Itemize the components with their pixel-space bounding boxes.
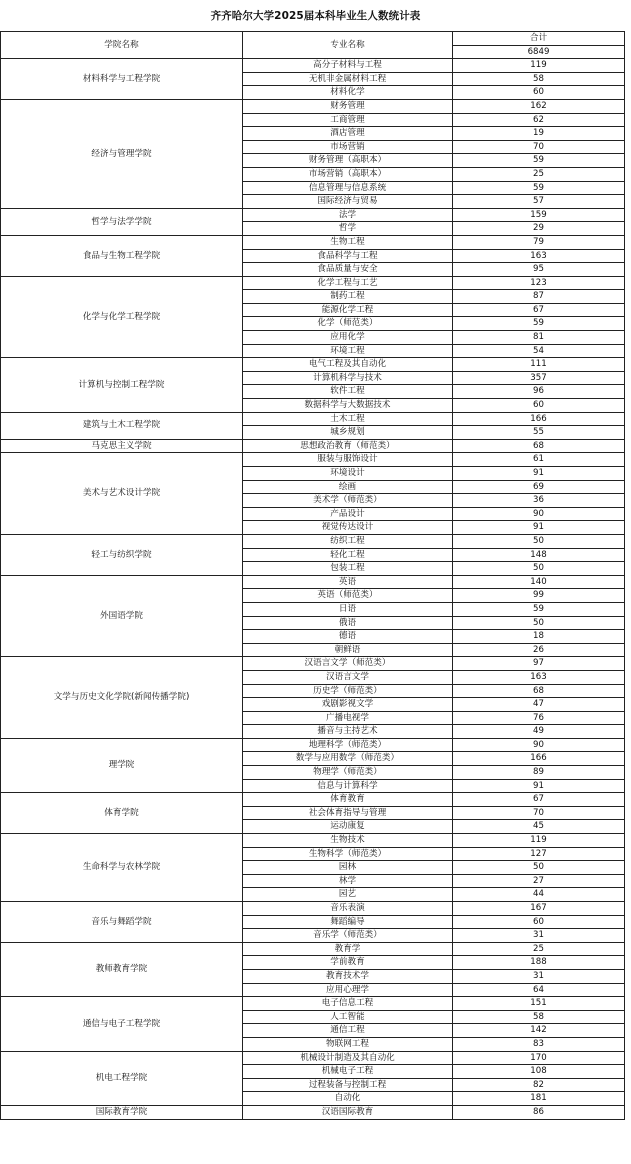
graduate-count-cell: 167	[453, 902, 625, 916]
graduate-count-cell: 18	[453, 630, 625, 644]
major-name-cell: 法学	[243, 208, 453, 222]
graduate-count-cell: 19	[453, 127, 625, 141]
table-row	[1, 412, 625, 426]
college-name-cell: 经济与管理学院	[1, 99, 243, 208]
major-name-cell: 环境工程	[243, 344, 453, 358]
major-name-cell: 财务管理	[243, 99, 453, 113]
table-row	[1, 1105, 625, 1119]
graduate-count-cell: 50	[453, 616, 625, 630]
graduate-count-cell: 163	[453, 249, 625, 263]
header-major: 专业名称	[243, 32, 453, 59]
table-row	[1, 738, 625, 752]
graduate-count-cell: 64	[453, 983, 625, 997]
graduate-count-cell: 67	[453, 793, 625, 807]
graduate-count-cell: 60	[453, 86, 625, 100]
graduate-count-cell: 163	[453, 670, 625, 684]
graduate-count-cell: 60	[453, 399, 625, 413]
college-name-cell: 理学院	[1, 738, 243, 792]
header-total-label: 合计	[453, 32, 625, 46]
major-name-cell: 无机非金属材料工程	[243, 72, 453, 86]
college-name-cell: 教师教育学院	[1, 942, 243, 996]
major-name-cell: 园林	[243, 861, 453, 875]
table-row	[1, 358, 625, 372]
graduate-count-cell: 142	[453, 1024, 625, 1038]
major-name-cell: 财务管理（高职本）	[243, 154, 453, 168]
major-name-cell: 朝鲜语	[243, 643, 453, 657]
table-row	[1, 834, 625, 848]
major-name-cell: 轻化工程	[243, 548, 453, 562]
college-name-cell: 材料科学与工程学院	[1, 59, 243, 100]
table-row	[1, 575, 625, 589]
graduate-count-cell: 181	[453, 1092, 625, 1106]
major-name-cell: 舞蹈编导	[243, 915, 453, 929]
table-row	[1, 235, 625, 249]
major-name-cell: 工商管理	[243, 113, 453, 127]
college-name-cell: 美术与艺术设计学院	[1, 453, 243, 535]
major-name-cell: 数学与应用数学（师范类）	[243, 752, 453, 766]
graduate-count-cell: 55	[453, 426, 625, 440]
major-name-cell: 人工智能	[243, 1010, 453, 1024]
major-name-cell: 地理科学（师范类）	[243, 738, 453, 752]
major-name-cell: 化学（师范类）	[243, 317, 453, 331]
graduate-count-cell: 159	[453, 208, 625, 222]
graduate-count-cell: 47	[453, 698, 625, 712]
major-name-cell: 音乐表演	[243, 902, 453, 916]
graduate-count-cell: 119	[453, 59, 625, 73]
graduate-count-cell: 91	[453, 467, 625, 481]
graduate-count-cell: 91	[453, 521, 625, 535]
major-name-cell: 纺织工程	[243, 534, 453, 548]
graduate-count-cell: 68	[453, 439, 625, 453]
table-row	[1, 902, 625, 916]
graduate-count-cell: 162	[453, 99, 625, 113]
major-name-cell: 环境设计	[243, 467, 453, 481]
graduate-count-cell: 36	[453, 494, 625, 508]
graduate-count-cell: 111	[453, 358, 625, 372]
major-name-cell: 林学	[243, 874, 453, 888]
major-name-cell: 音乐学（师范类）	[243, 929, 453, 943]
major-name-cell: 自动化	[243, 1092, 453, 1106]
graduate-count-cell: 29	[453, 222, 625, 236]
graduate-count-cell: 97	[453, 657, 625, 671]
major-name-cell: 信息与计算科学	[243, 779, 453, 793]
major-name-cell: 国际经济与贸易	[243, 195, 453, 209]
college-name-cell: 外国语学院	[1, 575, 243, 657]
major-name-cell: 运动康复	[243, 820, 453, 834]
major-name-cell: 德语	[243, 630, 453, 644]
major-name-cell: 机械电子工程	[243, 1065, 453, 1079]
table-row	[1, 942, 625, 956]
major-name-cell: 思想政治教育（师范类）	[243, 439, 453, 453]
college-name-cell: 计算机与控制工程学院	[1, 358, 243, 412]
major-name-cell: 生物技术	[243, 834, 453, 848]
graduate-count-cell: 99	[453, 589, 625, 603]
major-name-cell: 英语（师范类）	[243, 589, 453, 603]
major-name-cell: 广播电视学	[243, 711, 453, 725]
graduate-count-cell: 58	[453, 72, 625, 86]
major-name-cell: 绘画	[243, 480, 453, 494]
major-name-cell: 酒店管理	[243, 127, 453, 141]
graduate-count-cell: 188	[453, 956, 625, 970]
graduate-count-cell: 86	[453, 1105, 625, 1119]
major-name-cell: 软件工程	[243, 385, 453, 399]
graduate-count-cell: 127	[453, 847, 625, 861]
major-name-cell: 俄语	[243, 616, 453, 630]
major-name-cell: 哲学	[243, 222, 453, 236]
major-name-cell: 电气工程及其自动化	[243, 358, 453, 372]
table-title: 齐齐哈尔大学2025届本科毕业生人数统计表	[210, 10, 421, 22]
major-name-cell: 播音与主持艺术	[243, 725, 453, 739]
table-row	[1, 276, 625, 290]
graduate-count-cell: 79	[453, 235, 625, 249]
graduate-count-cell: 58	[453, 1010, 625, 1024]
major-name-cell: 美术学（师范类）	[243, 494, 453, 508]
graduate-count-cell: 45	[453, 820, 625, 834]
graduate-count-cell: 95	[453, 263, 625, 277]
graduate-statistics-table	[0, 31, 625, 1120]
major-name-cell: 学前教育	[243, 956, 453, 970]
major-name-cell: 过程装备与控制工程	[243, 1078, 453, 1092]
graduate-count-cell: 31	[453, 969, 625, 983]
major-name-cell: 电子信息工程	[243, 997, 453, 1011]
college-name-cell: 体育学院	[1, 793, 243, 834]
graduate-count-cell: 57	[453, 195, 625, 209]
major-name-cell: 服装与服饰设计	[243, 453, 453, 467]
major-name-cell: 城乡规划	[243, 426, 453, 440]
table-row	[1, 208, 625, 222]
college-name-cell: 哲学与法学学院	[1, 208, 243, 235]
major-name-cell: 高分子材料与工程	[243, 59, 453, 73]
graduate-count-cell: 357	[453, 371, 625, 385]
graduate-count-cell: 62	[453, 113, 625, 127]
major-name-cell: 机械设计制造及其自动化	[243, 1051, 453, 1065]
graduate-count-cell: 59	[453, 181, 625, 195]
major-name-cell: 日语	[243, 602, 453, 616]
major-name-cell: 能源化学工程	[243, 303, 453, 317]
graduate-count-cell: 25	[453, 942, 625, 956]
major-name-cell: 物联网工程	[243, 1037, 453, 1051]
graduate-count-cell: 61	[453, 453, 625, 467]
major-name-cell: 食品质量与安全	[243, 263, 453, 277]
college-name-cell: 通信与电子工程学院	[1, 997, 243, 1051]
major-name-cell: 社会体育指导与管理	[243, 806, 453, 820]
graduate-count-cell: 140	[453, 575, 625, 589]
college-name-cell: 机电工程学院	[1, 1051, 243, 1105]
table-row	[1, 793, 625, 807]
major-name-cell: 汉语言文学	[243, 670, 453, 684]
major-name-cell: 汉语国际教育	[243, 1105, 453, 1119]
major-name-cell: 计算机科学与技术	[243, 371, 453, 385]
table-row	[1, 534, 625, 548]
major-name-cell: 土木工程	[243, 412, 453, 426]
table-row	[1, 1051, 625, 1065]
major-name-cell: 历史学（师范类）	[243, 684, 453, 698]
graduate-count-cell: 81	[453, 331, 625, 345]
header-row	[1, 32, 625, 46]
graduate-count-cell: 26	[453, 643, 625, 657]
graduate-count-cell: 123	[453, 276, 625, 290]
graduate-count-cell: 166	[453, 412, 625, 426]
graduate-count-cell: 170	[453, 1051, 625, 1065]
college-name-cell: 轻工与纺织学院	[1, 534, 243, 575]
major-name-cell: 物理学（师范类）	[243, 766, 453, 780]
graduate-count-cell: 67	[453, 303, 625, 317]
major-name-cell: 戏剧影视文学	[243, 698, 453, 712]
table-row	[1, 453, 625, 467]
graduate-count-cell: 70	[453, 806, 625, 820]
major-name-cell: 生物工程	[243, 235, 453, 249]
table-row	[1, 439, 625, 453]
graduate-count-cell: 59	[453, 317, 625, 331]
graduate-count-cell: 83	[453, 1037, 625, 1051]
graduate-count-cell: 89	[453, 766, 625, 780]
graduate-count-cell: 108	[453, 1065, 625, 1079]
table-row	[1, 59, 625, 73]
graduate-count-cell: 82	[453, 1078, 625, 1092]
graduate-count-cell: 76	[453, 711, 625, 725]
major-name-cell: 英语	[243, 575, 453, 589]
table-body	[1, 59, 625, 1119]
major-name-cell: 教育学	[243, 942, 453, 956]
college-name-cell: 食品与生物工程学院	[1, 235, 243, 276]
major-name-cell: 产品设计	[243, 507, 453, 521]
major-name-cell: 园艺	[243, 888, 453, 902]
college-name-cell: 文学与历史文化学院(新闻传播学院)	[1, 657, 243, 739]
major-name-cell: 制药工程	[243, 290, 453, 304]
major-name-cell: 材料化学	[243, 86, 453, 100]
college-name-cell: 马克思主义学院	[1, 439, 243, 453]
college-name-cell: 建筑与土木工程学院	[1, 412, 243, 439]
graduate-count-cell: 90	[453, 738, 625, 752]
graduate-count-cell: 119	[453, 834, 625, 848]
college-name-cell: 音乐与舞蹈学院	[1, 902, 243, 943]
graduate-count-cell: 91	[453, 779, 625, 793]
graduate-count-cell: 49	[453, 725, 625, 739]
graduate-count-cell: 96	[453, 385, 625, 399]
graduate-count-cell: 27	[453, 874, 625, 888]
graduate-count-cell: 68	[453, 684, 625, 698]
major-name-cell: 应用心理学	[243, 983, 453, 997]
major-name-cell: 视觉传达设计	[243, 521, 453, 535]
graduate-count-cell: 59	[453, 602, 625, 616]
graduate-count-cell: 148	[453, 548, 625, 562]
major-name-cell: 教育技术学	[243, 969, 453, 983]
major-name-cell: 信息管理与信息系统	[243, 181, 453, 195]
graduate-count-cell: 50	[453, 861, 625, 875]
major-name-cell: 数据科学与大数据技术	[243, 399, 453, 413]
header-college: 学院名称	[1, 32, 243, 59]
graduate-count-cell: 70	[453, 140, 625, 154]
graduate-count-cell: 50	[453, 534, 625, 548]
major-name-cell: 食品科学与工程	[243, 249, 453, 263]
major-name-cell: 应用化学	[243, 331, 453, 345]
table-row	[1, 99, 625, 113]
graduate-count-cell: 90	[453, 507, 625, 521]
graduate-count-cell: 25	[453, 167, 625, 181]
college-name-cell: 化学与化学工程学院	[1, 276, 243, 358]
table-row	[1, 997, 625, 1011]
graduate-count-cell: 166	[453, 752, 625, 766]
major-name-cell: 市场营销	[243, 140, 453, 154]
header-total-value: 6849	[453, 45, 625, 59]
table-row	[1, 657, 625, 671]
major-name-cell: 市场营销（高职本）	[243, 167, 453, 181]
graduate-count-cell: 59	[453, 154, 625, 168]
graduate-count-cell: 50	[453, 562, 625, 576]
graduate-count-cell: 31	[453, 929, 625, 943]
college-name-cell: 国际教育学院	[1, 1105, 243, 1119]
graduate-count-cell: 69	[453, 480, 625, 494]
graduate-count-cell: 60	[453, 915, 625, 929]
graduate-count-cell: 54	[453, 344, 625, 358]
major-name-cell: 通信工程	[243, 1024, 453, 1038]
graduate-count-cell: 87	[453, 290, 625, 304]
graduate-count-cell: 151	[453, 997, 625, 1011]
major-name-cell: 体育教育	[243, 793, 453, 807]
major-name-cell: 化学工程与工艺	[243, 276, 453, 290]
college-name-cell: 生命科学与农林学院	[1, 834, 243, 902]
major-name-cell: 包装工程	[243, 562, 453, 576]
graduate-count-cell: 44	[453, 888, 625, 902]
major-name-cell: 生物科学（师范类）	[243, 847, 453, 861]
major-name-cell: 汉语言文学（师范类）	[243, 657, 453, 671]
